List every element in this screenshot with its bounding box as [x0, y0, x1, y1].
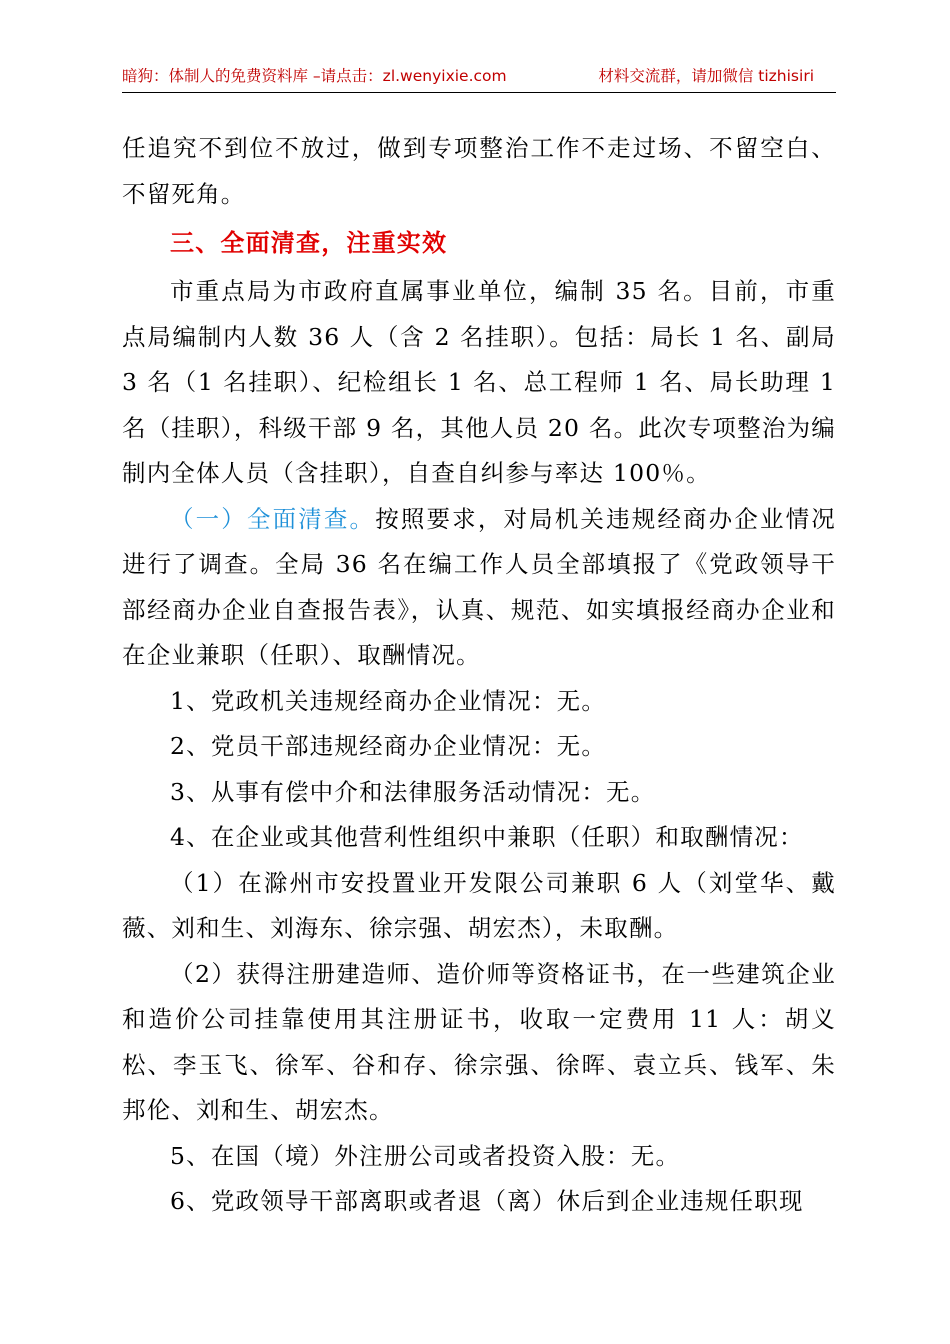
list-item-4-1: （1）在滁州市安投置业开发限公司兼职 6 人（刘堂华、戴薇、刘和生、刘海东、徐宗强、胡宏杰），未取酬。 [122, 868, 836, 942]
document-body [122, 126, 836, 1225]
list-item-3: 3、从事有偿中介和法律服务活动情况：无。 [170, 777, 656, 806]
header-right-text: 材料交流群，请加微信 tizhisiri [598, 67, 814, 85]
paragraph-continuation: 任追究不到位不放过，做到专项整治工作不走过场、不留空白、不留死角。 [122, 134, 836, 208]
list-item-6: 6、党政领导干部离职或者退（离）休后到企业违规任职现 [170, 1187, 804, 1215]
paragraph-staffing: 市重点局为市政府直属事业单位，编制 35 名。目前，市重点局编制内人数 36 人（含 2 名挂职）。包括：局长 1 名、副局 3 名（1 名挂职）、纪检组长 1 名、总工程师 1 名、局长助理 1 名（挂职），科级干部 9 名，其他人员 20 名。此次专项整治为编制内全体人员（含挂职），自查自纠参与率达 100％。 [122, 277, 836, 487]
list-item-2: 2、党员干部违规经商办企业情况：无。 [170, 732, 607, 760]
page-header [122, 64, 836, 94]
header-divider [122, 92, 836, 93]
paragraph-inspection-text: 按照要求，对局机关违规经商办企业情况进行了调查。全局 36 名在编工作人员全部填报了《党政领导干部经商办企业自查报告表》，认真、规范、如实填报经商办企业和在企业兼职（任职）、取酬情况。 [122, 504, 836, 669]
list-item-4: 4、在企业或其他营利性组织中兼职（任职）和取酬情况： [170, 823, 804, 851]
header-left-text: 暗狗：体制人的免费资料库 –请点击：zl.wenyixie.com [122, 67, 507, 85]
list-item-1: 1、党政机关违规经商办企业情况：无。 [170, 686, 607, 715]
list-item-5: 5、在国（境）外注册公司或者投资入股：无。 [170, 1141, 681, 1170]
subheading-inline: （一）全面清查。 [170, 504, 376, 533]
list-item-4-2: （2）获得注册建造师、造价师等资格证书，在一些建筑企业和造价公司挂靠使用其注册证书，收取一定费用 11 人：胡义松、李玉飞、徐军、谷和存、徐宗强、徐晖、袁立兵、钱军、朱邦伦、刘和生、胡宏杰。 [122, 959, 836, 1124]
section-heading: 三、全面清查，注重实效 [170, 229, 448, 257]
paragraph-inspection [122, 497, 836, 679]
